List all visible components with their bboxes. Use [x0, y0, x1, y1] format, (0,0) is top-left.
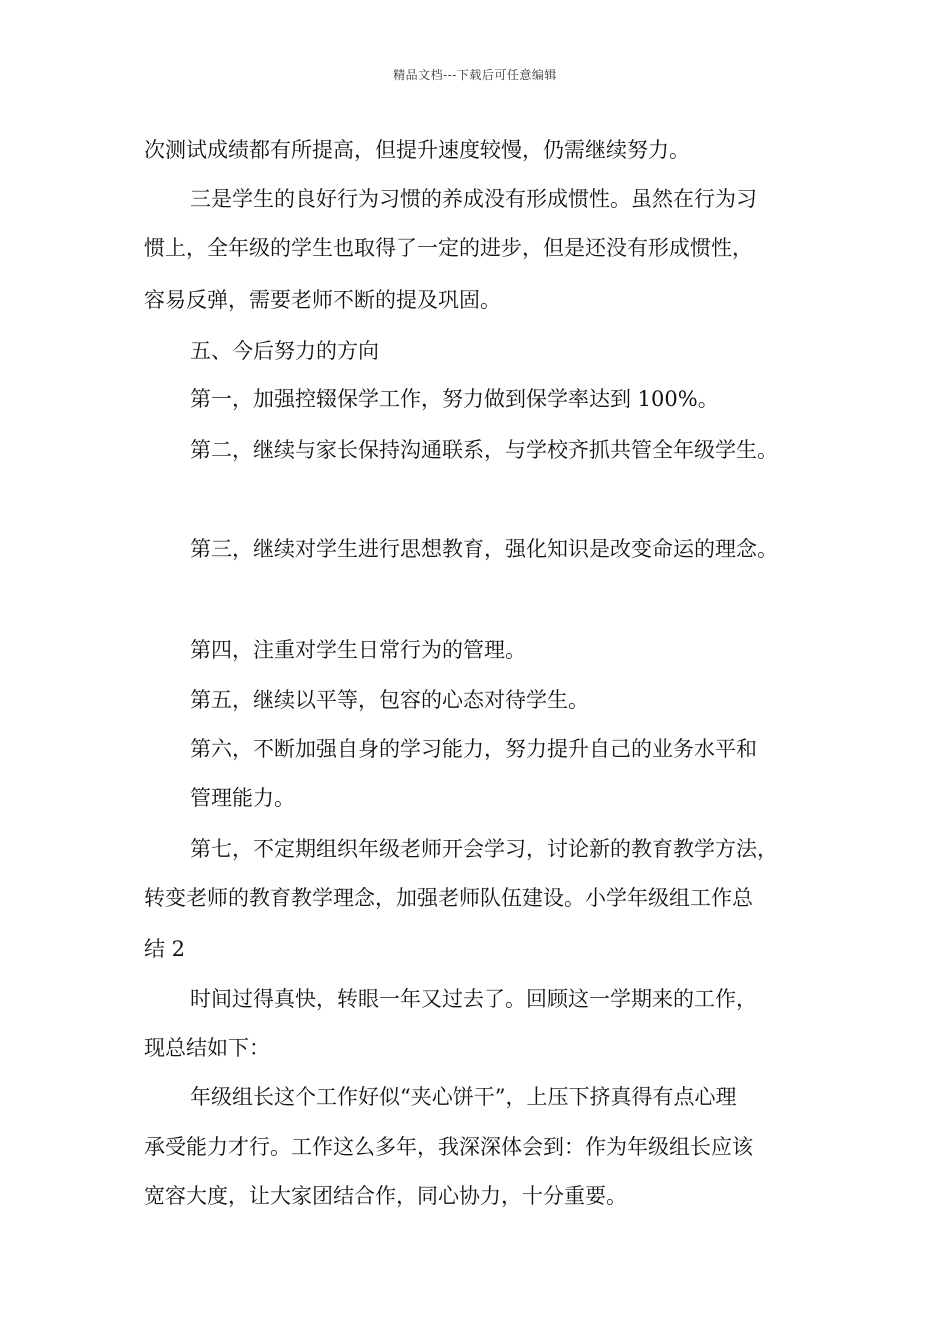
- text-line: 第七，不定期组织年级老师开会学习，讨论新的教育教学方法，: [190, 837, 778, 861]
- text-line: 承受能力才行。工作这么多年，我深深体会到：作为年级组长应该: [144, 1135, 753, 1159]
- text-line: 第一，加强控辍保学工作，努力做到保学率达到 100%。: [190, 387, 719, 411]
- text-line: 容易反弹，需要老师不断的提及巩固。: [144, 288, 501, 312]
- text-line: 惯上，全年级的学生也取得了一定的进步，但是还没有形成惯性，: [144, 236, 753, 260]
- text-line: 宽容大度，让大家团结合作，同心协力，十分重要。: [144, 1184, 627, 1208]
- text-line: 第四，注重对学生日常行为的管理。: [190, 638, 526, 662]
- page-header: 精品文档---下载后可任意编辑: [393, 68, 557, 82]
- text-line: 结 2: [144, 937, 186, 961]
- text-line: 第六，不断加强自身的学习能力，努力提升自己的业务水平和: [190, 737, 757, 761]
- text-line: 次测试成绩都有所提高，但提升速度较慢，仍需继续努力。: [144, 138, 690, 162]
- text-line: 时间过得真快，转眼一年又过去了。回顾这一学期来的工作，: [190, 987, 757, 1011]
- text-line: 现总结如下：: [144, 1036, 270, 1060]
- text-line: 第二，继续与家长保持沟通联系，与学校齐抓共管全年级学生。: [190, 438, 778, 462]
- text-line: 第三，继续对学生进行思想教育，强化知识是改变命运的理念。: [190, 537, 778, 561]
- text-line: 转变老师的教育教学理念，加强老师队伍建设。小学年级组工作总: [144, 886, 753, 910]
- text-line: 管理能力。: [190, 786, 295, 810]
- text-line: 第五，继续以平等，包容的心态对待学生。: [190, 688, 589, 712]
- text-line: 年级组长这个工作好似“夹心饼干”，上压下挤真得有点心理: [190, 1085, 737, 1109]
- section-heading: 五、今后努力的方向: [190, 339, 379, 363]
- text-line: 三是学生的良好行为习惯的养成没有形成惯性。虽然在行为习: [190, 187, 757, 211]
